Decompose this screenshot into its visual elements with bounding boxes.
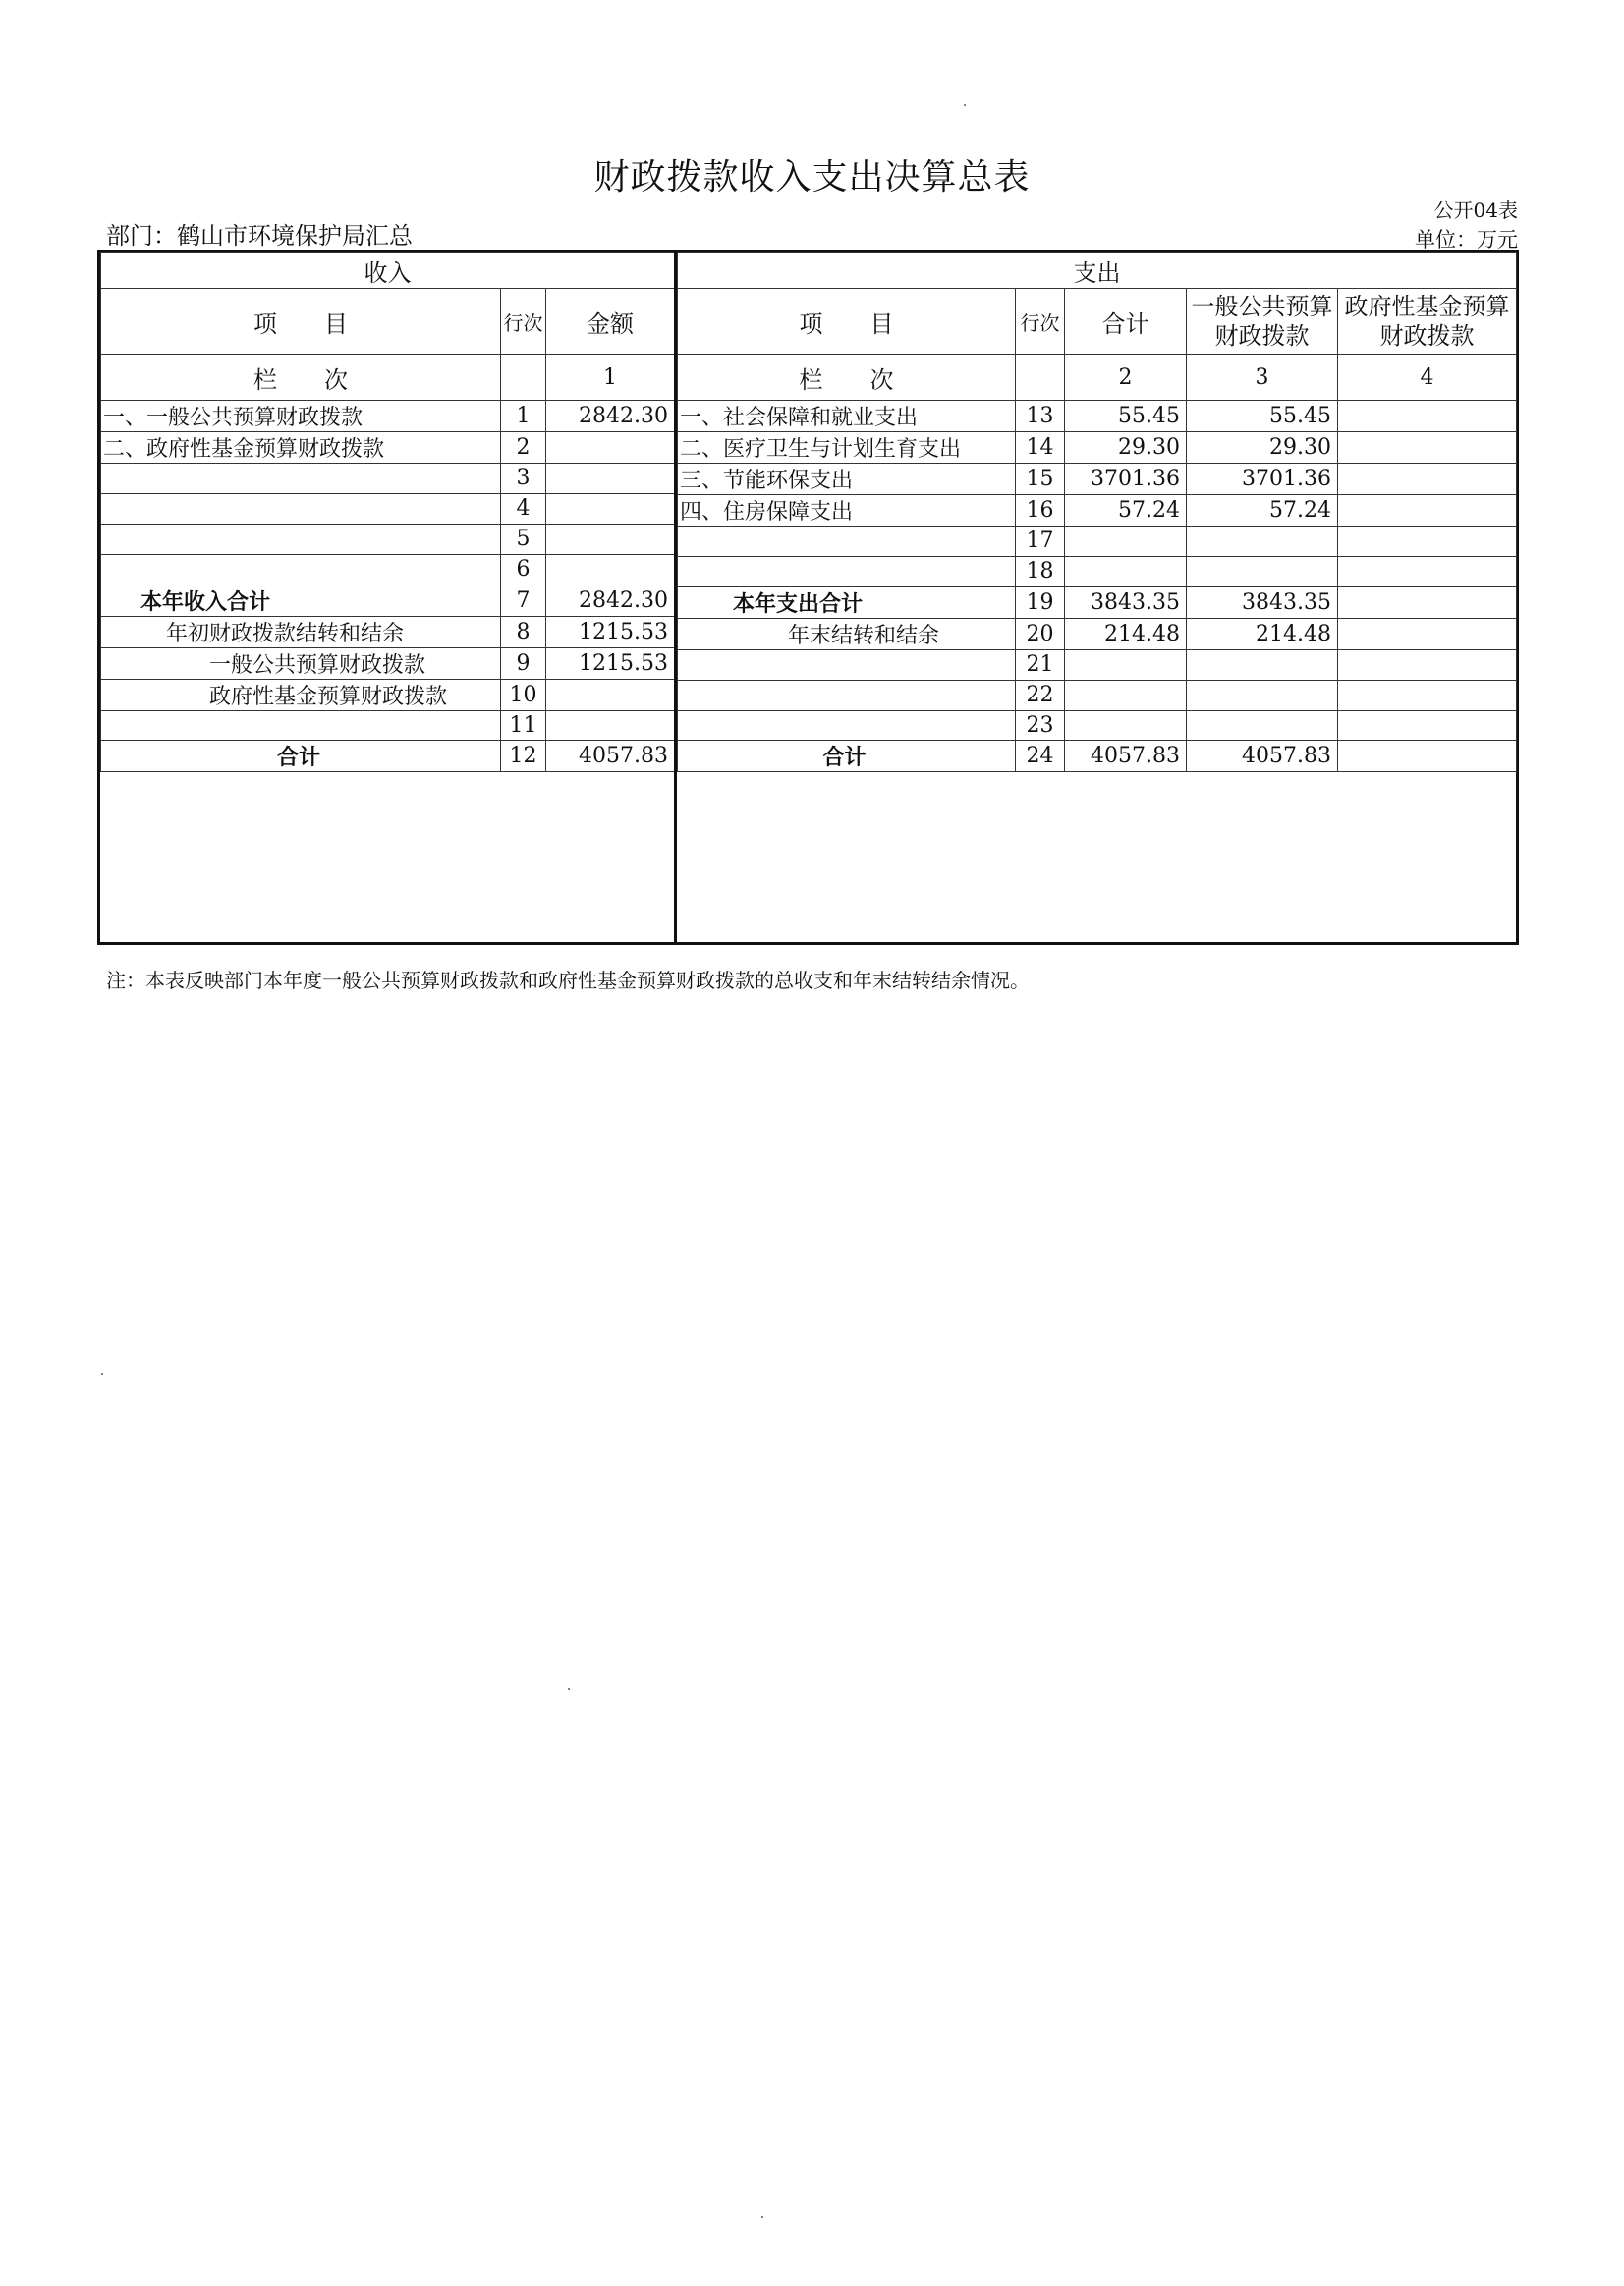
income-amount: 1215.53: [546, 616, 675, 647]
income-table: [100, 252, 675, 772]
expense-line: 21: [1016, 649, 1065, 680]
expense-item: 二、医疗卫生与计划生育支出: [678, 432, 1016, 464]
form-number: 公开04表: [1433, 198, 1518, 222]
income-line: 2: [501, 432, 546, 464]
income-line: 4: [501, 493, 546, 524]
expense-item: 一、社会保障和就业支出: [678, 401, 1016, 432]
expense-row: [678, 680, 1517, 710]
expense-line: 18: [1016, 556, 1065, 586]
expense-total: [1065, 527, 1187, 557]
income-line: 8: [501, 616, 546, 647]
scan-speck: [101, 1373, 103, 1375]
income-line: 12: [501, 741, 546, 772]
expense-line: 19: [1016, 586, 1065, 618]
expense-line: 13: [1016, 401, 1065, 432]
expense-fund: [1338, 556, 1517, 586]
income-index-line: [501, 355, 546, 401]
expense-item: [678, 527, 1016, 557]
scan-speck: [568, 1688, 570, 1690]
expense-general: 55.45: [1187, 401, 1338, 432]
income-amount: 2842.30: [546, 401, 675, 432]
income-amount: [546, 554, 675, 585]
expense-total: [1065, 710, 1187, 741]
income-line: 5: [501, 524, 546, 554]
income-item: 一般公共预算财政拨款: [101, 647, 501, 679]
income-item: [101, 464, 501, 494]
expense-row: [678, 495, 1517, 527]
income-row: [101, 710, 675, 741]
expense-row: [678, 401, 1517, 432]
expense-row: [678, 741, 1517, 772]
income-amount: [546, 679, 675, 710]
expense-general: 4057.83: [1187, 741, 1338, 772]
income-line: 11: [501, 710, 546, 741]
income-item: 年初财政拨款结转和结余: [101, 616, 501, 647]
expense-row: [678, 527, 1517, 557]
expense-general: [1187, 710, 1338, 741]
expense-fund: [1338, 495, 1517, 527]
expense-general: [1187, 680, 1338, 710]
income-line: 3: [501, 464, 546, 494]
income-item: [101, 554, 501, 585]
income-amount: 1215.53: [546, 647, 675, 679]
income-row: [101, 464, 675, 494]
expense-total: [1065, 649, 1187, 680]
expense-fund: [1338, 586, 1517, 618]
expense-general: 57.24: [1187, 495, 1338, 527]
expense-fund: [1338, 432, 1517, 464]
expense-total: 3843.35: [1065, 586, 1187, 618]
expense-general: [1187, 649, 1338, 680]
expense-total: [1065, 556, 1187, 586]
expense-col-line: 行次: [1016, 289, 1065, 355]
expense-row: [678, 649, 1517, 680]
income-amount: 4057.83: [546, 741, 675, 772]
expense-item: 合计: [678, 741, 1016, 772]
scan-speck: [964, 104, 966, 106]
expense-total: [1065, 680, 1187, 710]
income-col-line: 行次: [501, 289, 546, 355]
expense-fund: [1338, 741, 1517, 772]
income-col-item: 项 目: [101, 289, 501, 355]
expense-col-item: 项 目: [678, 289, 1016, 355]
income-item: [101, 493, 501, 524]
expense-total: 214.48: [1065, 618, 1187, 649]
expense-item: [678, 556, 1016, 586]
income-section-header: 收入: [101, 253, 675, 289]
expense-index-line: [1016, 355, 1065, 401]
expense-row: [678, 618, 1517, 649]
expense-item: [678, 680, 1016, 710]
expense-row: [678, 556, 1517, 586]
expense-general: 3843.35: [1187, 586, 1338, 618]
expense-item: [678, 710, 1016, 741]
expense-fund: [1338, 618, 1517, 649]
income-amount: [546, 710, 675, 741]
expense-col-total: 合计: [1065, 289, 1187, 355]
expense-row: [678, 432, 1517, 464]
expense-line: 15: [1016, 464, 1065, 495]
income-line: 1: [501, 401, 546, 432]
expense-general: [1187, 527, 1338, 557]
expense-item: 本年支出合计: [678, 586, 1016, 618]
budget-table-frame: [97, 250, 1519, 945]
expense-line: 24: [1016, 741, 1065, 772]
income-line: 7: [501, 585, 546, 616]
expense-col-general: 一般公共预算财政拨款: [1187, 289, 1338, 355]
expense-line: 17: [1016, 527, 1065, 557]
expense-line: 23: [1016, 710, 1065, 741]
expense-total: 57.24: [1065, 495, 1187, 527]
expense-general: 29.30: [1187, 432, 1338, 464]
footnote: 注：本表反映部门本年度一般公共预算财政拨款和政府性基金预算财政拨款的总收支和年末结转结余情况。: [106, 969, 1030, 992]
income-item: 合计: [101, 741, 501, 772]
expense-item: 三、节能环保支出: [678, 464, 1016, 495]
expense-col-fund: 政府性基金预算财政拨款: [1338, 289, 1517, 355]
expense-line: 16: [1016, 495, 1065, 527]
income-line: 6: [501, 554, 546, 585]
income-line: 10: [501, 679, 546, 710]
expense-row: [678, 464, 1517, 495]
income-amount: 2842.30: [546, 585, 675, 616]
expense-section-header: 支出: [678, 253, 1517, 289]
income-row: [101, 401, 675, 432]
expense-fund: [1338, 527, 1517, 557]
expense-row: [678, 586, 1517, 618]
expense-fund: [1338, 680, 1517, 710]
income-item: [101, 710, 501, 741]
income-index-amount: 1: [546, 355, 675, 401]
expense-fund: [1338, 710, 1517, 741]
expense-total: 55.45: [1065, 401, 1187, 432]
expense-index-general: 3: [1187, 355, 1338, 401]
expense-general: [1187, 556, 1338, 586]
income-row: [101, 554, 675, 585]
income-row: [101, 647, 675, 679]
income-item: 一、一般公共预算财政拨款: [101, 401, 501, 432]
expense-index-label: 栏 次: [678, 355, 1016, 401]
income-amount: [546, 493, 675, 524]
expense-general: 214.48: [1187, 618, 1338, 649]
income-row: [101, 741, 675, 772]
expense-line: 14: [1016, 432, 1065, 464]
expense-item: [678, 649, 1016, 680]
expense-fund: [1338, 401, 1517, 432]
unit-label: 单位：万元: [1415, 228, 1518, 251]
income-row: [101, 679, 675, 710]
income-row: [101, 493, 675, 524]
income-amount: [546, 524, 675, 554]
income-item: 二、政府性基金预算财政拨款: [101, 432, 501, 464]
expense-index-fund: 4: [1338, 355, 1517, 401]
expense-line: 20: [1016, 618, 1065, 649]
expense-item: 四、住房保障支出: [678, 495, 1016, 527]
income-item: [101, 524, 501, 554]
expense-total: 29.30: [1065, 432, 1187, 464]
income-col-amount: 金额: [546, 289, 675, 355]
income-item: 本年收入合计: [101, 585, 501, 616]
expense-total: 3701.36: [1065, 464, 1187, 495]
expense-table: [677, 252, 1517, 772]
income-index-label: 栏 次: [101, 355, 501, 401]
expense-total: 4057.83: [1065, 741, 1187, 772]
income-item: 政府性基金预算财政拨款: [101, 679, 501, 710]
income-row: [101, 432, 675, 464]
expense-row: [678, 710, 1517, 741]
department-label: 部门：鹤山市环境保护局汇总: [106, 222, 413, 250]
income-amount: [546, 464, 675, 494]
page-title: 财政拨款收入支出决算总表: [593, 157, 1031, 197]
income-row: [101, 585, 675, 616]
expense-general: 3701.36: [1187, 464, 1338, 495]
expense-index-total: 2: [1065, 355, 1187, 401]
income-row: [101, 524, 675, 554]
expense-fund: [1338, 464, 1517, 495]
income-row: [101, 616, 675, 647]
expense-line: 22: [1016, 680, 1065, 710]
expense-fund: [1338, 649, 1517, 680]
income-amount: [546, 432, 675, 464]
expense-item: 年末结转和结余: [678, 618, 1016, 649]
income-line: 9: [501, 647, 546, 679]
scan-speck: [761, 2216, 763, 2218]
